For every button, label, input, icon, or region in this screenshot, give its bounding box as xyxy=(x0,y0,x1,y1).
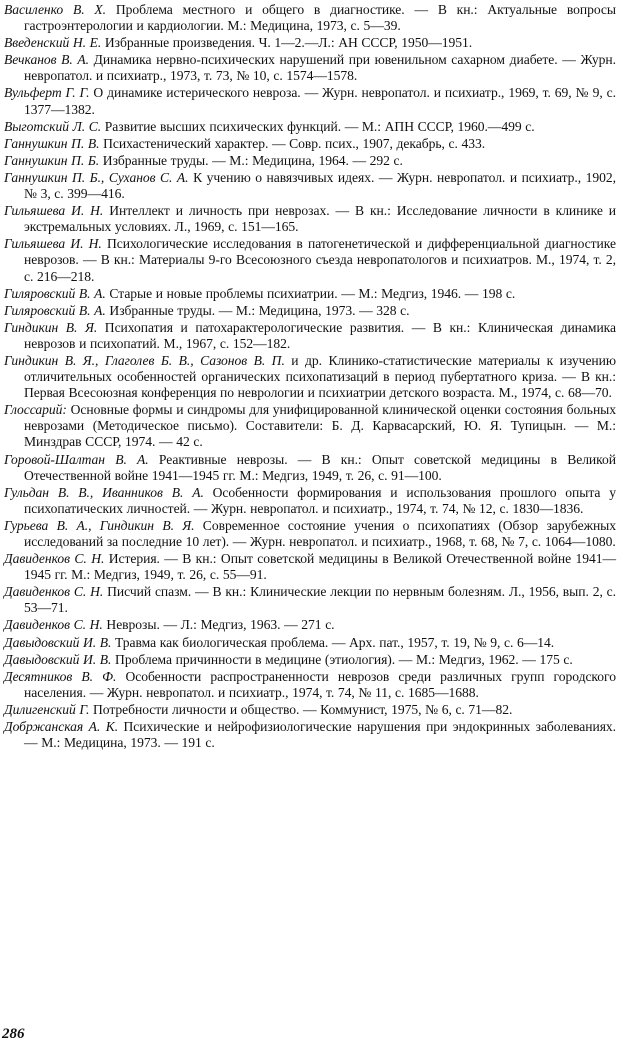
bibliography-entry xyxy=(4,669,616,701)
entry-text: Психические и нейрофизиологические нарушения при эндокринных заболеваниях. — М.: Медицина, 1973. — 191 с. xyxy=(24,719,616,751)
bibliography-entry xyxy=(4,719,616,751)
entry-author: Добржанская А. К. xyxy=(4,719,119,735)
bibliography-entry xyxy=(4,203,616,235)
bibliography-entry xyxy=(4,320,616,352)
bibliography-entry xyxy=(4,136,616,152)
entry-author: Давыдовский И. В. xyxy=(4,634,112,650)
bibliography-entry xyxy=(4,485,616,517)
entry-author: Гильяшева И. Н. xyxy=(4,236,102,252)
bibliography-entry xyxy=(4,617,616,633)
entry-text: Реактивные неврозы. — В кн.: Опыт советской медицины в Великой Отечественной войне 1941—1945 гг. М.: Медгиз, 1949, т. 26, с. 91—100. xyxy=(24,451,616,483)
bibliography-entry xyxy=(4,286,616,302)
bibliography-entry xyxy=(4,584,616,616)
entry-author: Выготский Л. С. xyxy=(4,118,102,134)
bibliography-entry xyxy=(4,635,616,651)
entry-text: Современное состояние учения о психопатиях (Обзор зарубежных исследований за последние 10 лет). — Журн. невропатол. и психиатр., 1968, т. 68, № 7, с. 1064—1080. xyxy=(24,517,616,549)
entry-author: Дилигенский Г. xyxy=(4,701,90,717)
entry-author: Давыдовский И. В. xyxy=(4,651,112,667)
entry-text: Проблема причинности в медицине (этиология). — М.: Медгиз, 1962. — 175 с. xyxy=(111,651,573,667)
entry-text: Психологические исследования в патогенетической и дифференциальной диагностике неврозов. — В кн.: Материалы 9-го Всесоюзного съезда невропатологов и психиатров. М., 1974, т. 2, с. 216—218. xyxy=(24,236,616,284)
entry-author: Гильяшева И. Н. xyxy=(4,203,104,219)
entry-author: Гиляровский В. А. xyxy=(4,302,106,318)
entry-text: К учению о навязчивых идеях. — Журн. невропатол. и психиатр., 1902, № 3, с. 399—416. xyxy=(24,169,616,202)
bibliography-entry xyxy=(4,402,616,450)
entry-author: Введенский Н. Е. xyxy=(4,35,102,51)
entry-text: Потребности личности и общество. — Коммунист, 1975, № 6, с. 71—82. xyxy=(89,701,513,717)
entry-author: Десятников В. Ф. xyxy=(4,668,117,684)
bibliography-entry xyxy=(4,551,616,583)
entry-text: Неврозы. — Л.: Медгиз, 1963. — 271 с. xyxy=(102,617,335,633)
bibliography-entry xyxy=(4,35,616,51)
entry-author: Давиденков С. Н. xyxy=(4,551,105,567)
bibliography-entry xyxy=(4,85,616,117)
bibliography-page xyxy=(4,2,616,752)
entry-text: Избранные произведения. Ч. 1—2.—Л.: АН СССР, 1950—1951. xyxy=(101,35,473,51)
entry-text: Развитие высших психических функций. — М.: АПН СССР, 1960.—499 с. xyxy=(101,118,535,134)
entry-text: Основные формы и синдромы для унифицированной клинической оценки состояния больных неврозами (Методическое письмо). Составители: Б. Д. Карвасарский, Ю. Я. Тупицын. — М.: Минздрав СССР, 1974. — 42 с. xyxy=(24,402,616,450)
bibliography-entry xyxy=(4,353,616,401)
bibliography-entry xyxy=(4,452,616,484)
page-number: 286 xyxy=(2,1026,25,1042)
entry-text: Писчий спазм. — В кн.: Клинические лекции по нервным болезням. Л., 1956, вып. 2, с. 53—71. xyxy=(24,584,616,616)
bibliography-list xyxy=(4,2,616,751)
entry-author: Давиденков С. Н. xyxy=(4,584,104,600)
entry-text: Избранные труды. — М.: Медицина, 1964. — 292 с. xyxy=(99,152,403,168)
entry-text: Истерия. — В кн.: Опыт советской медицины в Великой Отечественной войне 1941—1945 гг. М.: Медгиз, 1949, т. 26, с. 55—91. xyxy=(24,551,616,583)
entry-author: Гульдан В. В., Иванников В. А. xyxy=(4,484,204,500)
entry-text: Интеллект и личность при неврозах. — В кн.: Исследование личности в клинике и экстремальных условиях. Л., 1969, с. 151—165. xyxy=(24,203,616,235)
bibliography-entry xyxy=(4,236,616,284)
bibliography-entry xyxy=(4,170,616,202)
entry-author: Глоссарий: xyxy=(4,402,67,418)
entry-author: Горовой-Шалтан В. А. xyxy=(4,451,149,467)
entry-text: О динамике истерического невроза. — Журн. невропатол. и психиатр., 1969, т. 69, № 9, с. 1377—1382. xyxy=(24,85,616,117)
bibliography-entry xyxy=(4,702,616,718)
entry-text: Травма как биологическая проблема. — Арх. пат., 1957, т. 19, № 9, с. 6—14. xyxy=(111,634,555,650)
entry-author: Давиденков С. Н. xyxy=(4,617,103,633)
entry-author: Гиндикин В. Я. xyxy=(4,319,98,335)
entry-text: Особенности формирования и использования прошлого опыта у психопатических личностей. — Журн. невропатол. и психиатр., 1974, т. 74, № 12, с. 1830—1836. xyxy=(24,484,616,516)
entry-text: Избранные труды. — М.: Медицина, 1973. — 328 с. xyxy=(105,302,410,318)
entry-author: Гиляровский В. А. xyxy=(4,285,106,301)
entry-author: Гурьева В. А., Гиндикин В. Я. xyxy=(4,517,195,533)
entry-text: Особенности распространенности неврозов среди различных групп городского населения. — Журн. невропатол. и психиатр., 1974, т. 74, № 11, с. 1685—1688. xyxy=(24,668,616,700)
entry-author: Гиндикин В. Я., Глаголев Б. В., Сазонов В. П. xyxy=(4,352,285,368)
entry-text: Психастенический характер. — Совр. псих., 1907, декабрь, с. 433. xyxy=(99,135,486,151)
bibliography-entry xyxy=(4,153,616,169)
entry-text: Динамика нервно-психических нарушений при ювенильном сахарном диабете. — Журн. невропатол. и психиатр., 1973, т. 73, № 10, с. 1574—1578. xyxy=(24,52,616,84)
entry-text: Психопатия и патохарактерологические развития. — В кн.: Клиническая динамика неврозов и психопатий. М., 1967, с. 152—182. xyxy=(24,319,617,351)
entry-author: Ганнушкин П. В. xyxy=(4,135,100,151)
entry-text: Старые и новые проблемы психиатрии. — М.: Медгиз, 1946. — 198 с. xyxy=(105,285,516,301)
entry-text: Проблема местного и общего в диагностике. — В кн.: Актуальные вопросы гастроэнтерологии и кардиологии. М.: Медицина, 1973, с. 5—39. xyxy=(24,2,616,34)
entry-author: Ганнушкин П. Б. xyxy=(4,152,100,168)
entry-author: Василенко В. Х. xyxy=(4,2,107,17)
bibliography-entry xyxy=(4,119,616,135)
entry-author: Вульферт Г. Г. xyxy=(4,85,90,101)
entry-author: Ганнушкин П. Б., Суханов С. А. xyxy=(4,169,189,185)
bibliography-entry xyxy=(4,303,616,319)
entry-author: Вечканов В. А. xyxy=(4,52,90,68)
bibliography-entry xyxy=(4,2,616,34)
bibliography-entry xyxy=(4,652,616,668)
bibliography-entry xyxy=(4,52,616,84)
bibliography-entry xyxy=(4,518,616,550)
entry-text: и др. Клинико-статистические материалы к изучению отличительных особенностей органических психопатизаций в период пубертатного криза. — В кн.: Первая Всесоюзная конференция по неврологии и психиатрии детского возраста. М., 1974, с. 68—70. xyxy=(24,352,616,401)
